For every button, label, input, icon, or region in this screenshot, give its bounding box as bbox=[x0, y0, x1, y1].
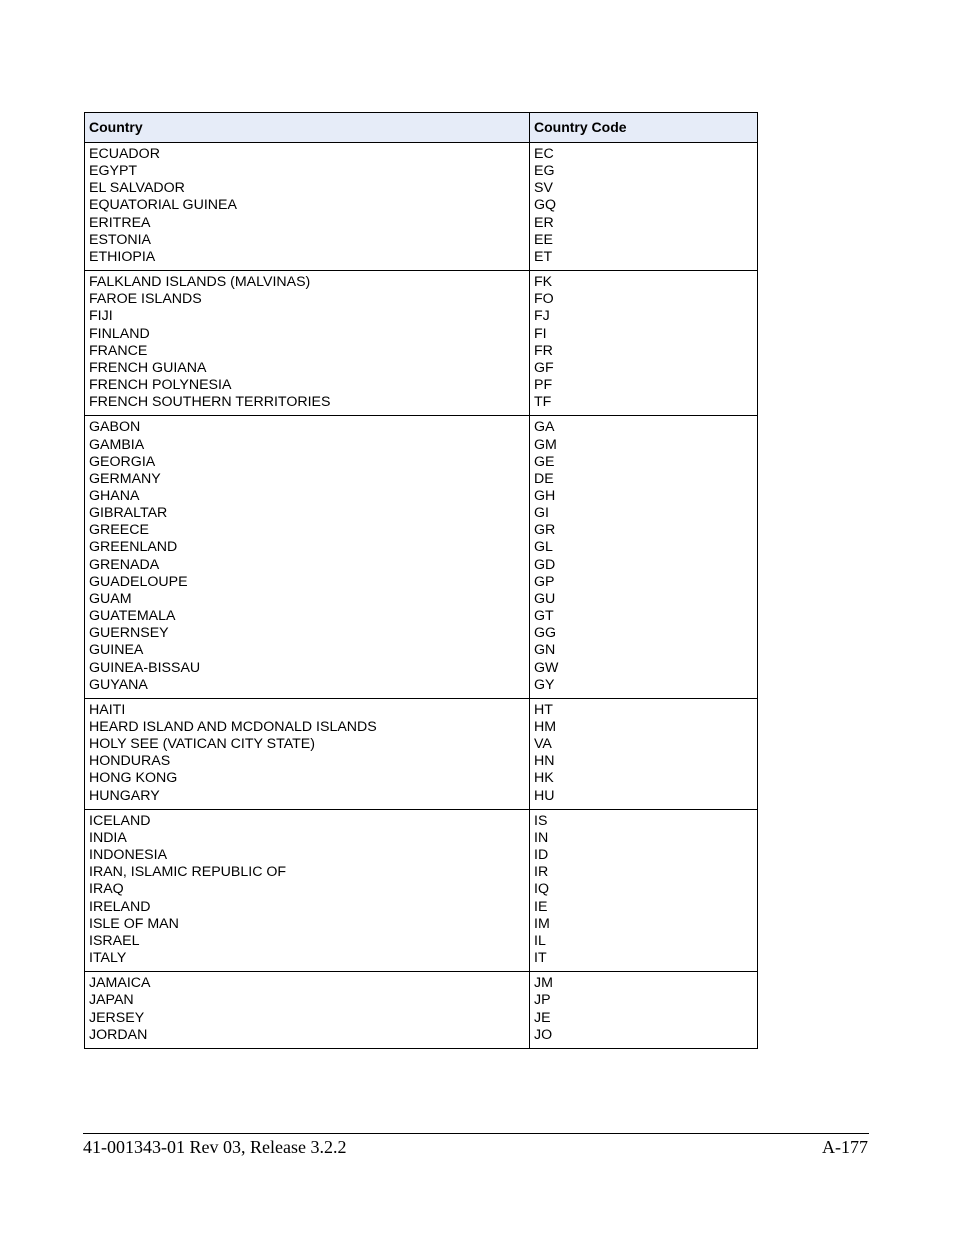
country-code: GM bbox=[534, 436, 557, 453]
country-name: FINLAND bbox=[89, 325, 150, 342]
country-code: HT bbox=[534, 701, 553, 718]
table-header-row bbox=[85, 113, 758, 143]
country-name: GUERNSEY bbox=[89, 625, 169, 642]
country-name: ECUADOR bbox=[89, 146, 160, 162]
country-name: GAMBIA bbox=[89, 436, 145, 453]
country-name: ICELAND bbox=[89, 812, 151, 829]
table-row bbox=[85, 698, 758, 809]
country-name: INDIA bbox=[89, 829, 127, 846]
country-name: ETHIOPIA bbox=[89, 248, 156, 265]
country-code-cell bbox=[530, 416, 758, 699]
country-code: GW bbox=[534, 659, 559, 676]
country-cell bbox=[85, 698, 530, 809]
country-name: FAROE ISLANDS bbox=[89, 291, 202, 308]
country-code: ER bbox=[534, 214, 554, 231]
country-name: FRENCH POLYNESIA bbox=[89, 377, 232, 394]
country-name: GUADELOUPE bbox=[89, 573, 188, 590]
country-code: GF bbox=[534, 359, 554, 376]
country-name: JAMAICA bbox=[89, 975, 151, 992]
country-code: IR bbox=[534, 864, 549, 881]
country-code: JM bbox=[534, 975, 553, 992]
country-code: FR bbox=[534, 342, 553, 359]
country-name: GREECE bbox=[89, 522, 149, 539]
country-name: GABON bbox=[89, 419, 141, 436]
country-name: GUINEA bbox=[89, 642, 144, 659]
country-name: ITALY bbox=[89, 950, 127, 967]
table-row bbox=[85, 143, 758, 271]
country-name: HONDURAS bbox=[89, 753, 171, 770]
country-name: EQUATORIAL GUINEA bbox=[89, 197, 237, 214]
country-code: IS bbox=[534, 812, 548, 829]
country-name: FIJI bbox=[89, 308, 113, 325]
country-name: GUYANA bbox=[89, 676, 148, 693]
country-name: EGYPT bbox=[89, 163, 138, 180]
country-code: GR bbox=[534, 522, 556, 539]
footer-document-id: 41-001343-01 Rev 03, Release 3.2.2 bbox=[83, 1137, 347, 1157]
country-code: IQ bbox=[534, 881, 549, 898]
table-row bbox=[85, 271, 758, 416]
country-code: GP bbox=[534, 573, 555, 590]
table-row bbox=[85, 416, 758, 699]
country-name: HAITI bbox=[89, 701, 126, 718]
country-name: GHANA bbox=[89, 487, 140, 504]
country-code: IN bbox=[534, 829, 549, 846]
country-code: GI bbox=[534, 505, 549, 522]
country-cell bbox=[85, 416, 530, 699]
country-name: FRENCH SOUTHERN TERRITORIES bbox=[89, 394, 331, 411]
country-code: HM bbox=[534, 719, 557, 735]
country-name: HONG KONG bbox=[89, 770, 178, 787]
country-name: HEARD ISLAND AND MCDONALD ISLANDS bbox=[89, 719, 377, 735]
country-name: INDONESIA bbox=[89, 847, 168, 864]
country-name: HOLY SEE (VATICAN CITY STATE) bbox=[89, 736, 315, 753]
country-name: GIBRALTAR bbox=[89, 505, 168, 522]
country-code: GD bbox=[534, 556, 556, 573]
country-name: GUINEA-BISSAU bbox=[89, 659, 201, 676]
country-code: PF bbox=[534, 377, 553, 394]
country-code: GL bbox=[534, 539, 553, 556]
country-name: GUAM bbox=[89, 590, 132, 607]
country-code: IM bbox=[534, 915, 550, 932]
country-name: GERMANY bbox=[89, 470, 161, 487]
country-code-cell bbox=[530, 271, 758, 416]
country-cell bbox=[85, 809, 530, 971]
country-name: FRANCE bbox=[89, 342, 148, 359]
country-code: EC bbox=[534, 146, 554, 162]
country-cell bbox=[85, 972, 530, 1049]
footer-divider bbox=[83, 1133, 869, 1134]
country-code-table bbox=[84, 112, 758, 1049]
country-code: GY bbox=[534, 676, 555, 693]
country-name: FRENCH GUIANA bbox=[89, 359, 207, 376]
country-code: GT bbox=[534, 608, 554, 625]
country-name: ISLE OF MAN bbox=[89, 915, 179, 932]
country-code: ET bbox=[534, 248, 553, 265]
country-name: GRENADA bbox=[89, 556, 160, 573]
country-code: EE bbox=[534, 231, 553, 248]
table-body bbox=[85, 143, 758, 1049]
country-name: JAPAN bbox=[89, 992, 134, 1009]
country-code: HK bbox=[534, 770, 554, 787]
country-code: GQ bbox=[534, 197, 557, 214]
country-code: GG bbox=[534, 625, 557, 642]
country-code: IT bbox=[534, 950, 547, 967]
country-name: ERITREA bbox=[89, 214, 151, 231]
country-code: GE bbox=[534, 453, 555, 470]
country-name: HUNGARY bbox=[89, 787, 160, 804]
country-code: IE bbox=[534, 898, 548, 915]
country-name: IRAQ bbox=[89, 881, 124, 898]
country-name: JERSEY bbox=[89, 1009, 145, 1026]
country-cell bbox=[85, 271, 530, 416]
table-row bbox=[85, 809, 758, 971]
table-row bbox=[85, 972, 758, 1049]
country-name: GUATEMALA bbox=[89, 608, 176, 625]
country-code: SV bbox=[534, 180, 553, 197]
country-name: IRAN, ISLAMIC REPUBLIC OF bbox=[89, 864, 287, 881]
country-code: HN bbox=[534, 753, 555, 770]
country-code: TF bbox=[534, 394, 552, 411]
country-code: HU bbox=[534, 787, 555, 804]
country-name: EL SALVADOR bbox=[89, 180, 185, 197]
country-code-cell bbox=[530, 972, 758, 1049]
country-code: GH bbox=[534, 487, 556, 504]
country-code: EG bbox=[534, 163, 555, 180]
footer-page-number: A-177 bbox=[822, 1137, 868, 1157]
country-name: GEORGIA bbox=[89, 453, 156, 470]
country-code: GU bbox=[534, 590, 556, 607]
country-code: FJ bbox=[534, 308, 550, 325]
country-code: ID bbox=[534, 847, 549, 864]
country-code-cell bbox=[530, 809, 758, 971]
country-code: FO bbox=[534, 291, 554, 308]
country-code: FI bbox=[534, 325, 547, 342]
header-country: Country bbox=[85, 113, 530, 143]
country-code: GN bbox=[534, 642, 556, 659]
country-code: FK bbox=[534, 274, 553, 291]
country-code: JP bbox=[534, 992, 551, 1009]
country-name: GREENLAND bbox=[89, 539, 178, 556]
country-name: FALKLAND ISLANDS (MALVINAS) bbox=[89, 274, 311, 291]
country-code: DE bbox=[534, 470, 554, 487]
country-name: IRELAND bbox=[89, 898, 151, 915]
country-code-cell bbox=[530, 698, 758, 809]
country-code: JE bbox=[534, 1009, 551, 1026]
country-code: VA bbox=[534, 736, 552, 753]
country-name: JORDAN bbox=[89, 1026, 148, 1043]
country-code: GA bbox=[534, 419, 555, 436]
country-code: JO bbox=[534, 1026, 553, 1043]
country-code-cell bbox=[530, 143, 758, 271]
country-cell bbox=[85, 143, 530, 271]
country-code: IL bbox=[534, 932, 546, 949]
country-name: ISRAEL bbox=[89, 932, 140, 949]
header-country-code: Country Code bbox=[530, 113, 758, 143]
country-name: ESTONIA bbox=[89, 231, 152, 248]
